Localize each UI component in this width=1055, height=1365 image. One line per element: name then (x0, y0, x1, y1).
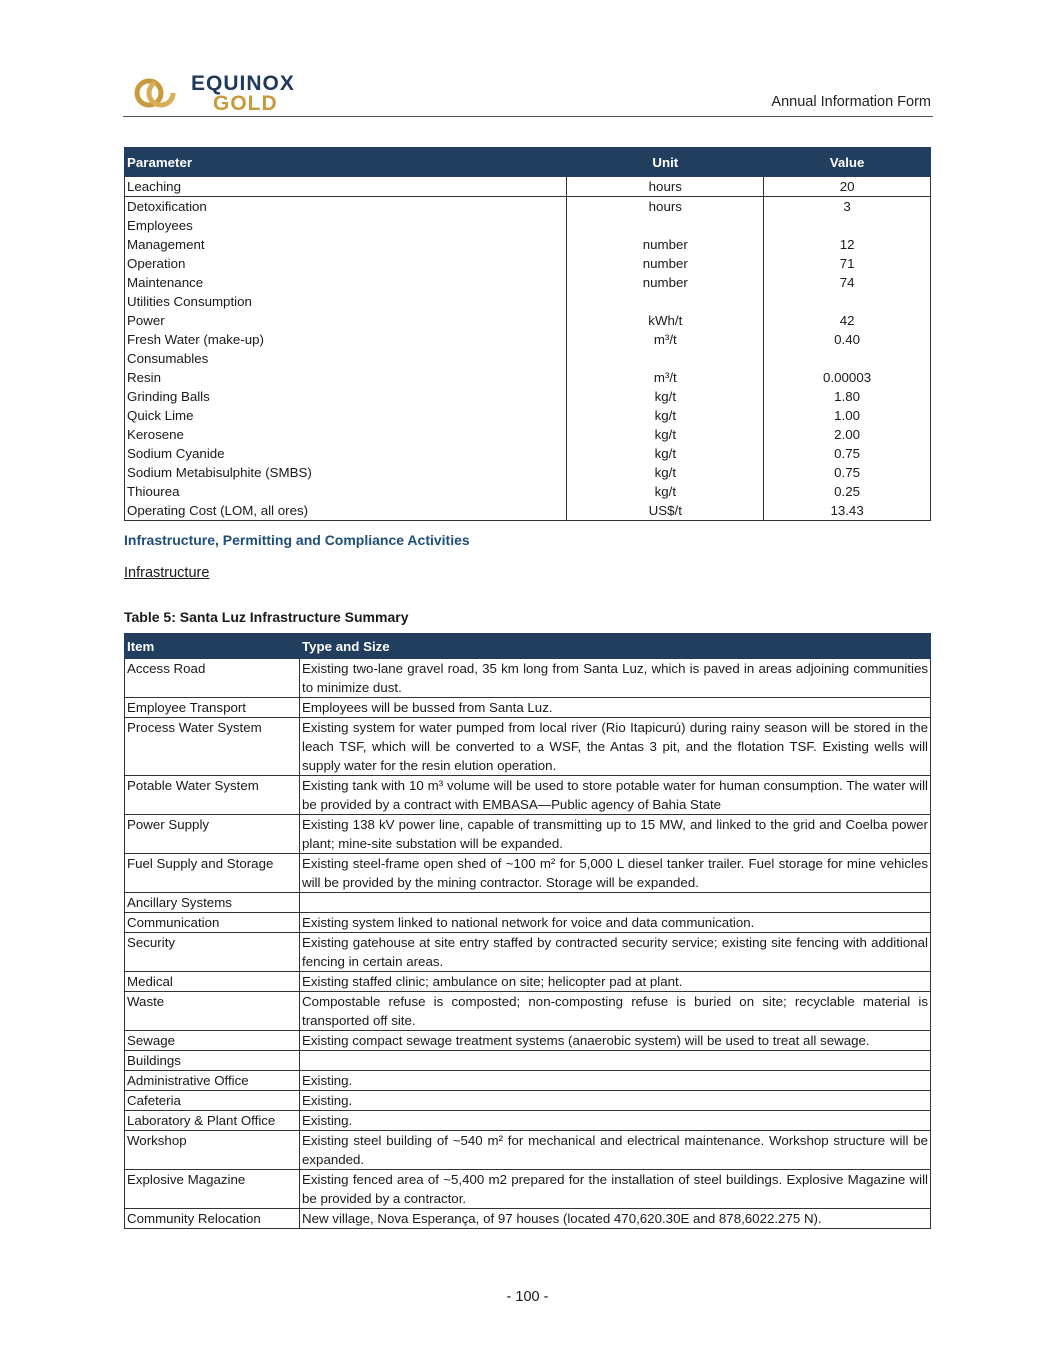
table-row (125, 1031, 931, 1051)
table-row (125, 254, 931, 273)
table-row (125, 501, 931, 521)
parameter-cell: Power (125, 311, 567, 330)
column-header-parameter: Parameter (125, 148, 567, 177)
logo-mark-icon (133, 73, 183, 113)
value-cell: 1.80 (764, 387, 931, 406)
value-cell: 74 (764, 273, 931, 292)
unit-cell: number (567, 235, 764, 254)
type-size-cell: Existing system for water pumped from local river (Rio Itapicurú) during rainy season will be stored in the leach TSF, which will be converted to a WSF, the Antas 3 pit, and the flotation TSF. Existing wells will supply water for the resin elution operation. (300, 718, 931, 776)
item-cell: Access Road (125, 659, 300, 698)
table-row (125, 177, 931, 197)
type-size-cell: Existing staffed clinic; ambulance on site; helicopter pad at plant. (300, 972, 931, 992)
value-cell: 0.75 (764, 463, 931, 482)
table-row (125, 992, 931, 1031)
parameter-cell: Leaching (125, 177, 567, 197)
value-cell: 12 (764, 235, 931, 254)
value-cell: 1.00 (764, 406, 931, 425)
unit-cell: hours (567, 177, 764, 197)
table-row (125, 216, 931, 235)
unit-cell: kg/t (567, 444, 764, 463)
item-cell: Sewage (125, 1031, 300, 1051)
item-cell: Power Supply (125, 815, 300, 854)
logo-text-gold: GOLD (213, 92, 278, 115)
value-cell: 20 (764, 177, 931, 197)
parameter-cell: Employees (125, 216, 567, 235)
value-cell: 2.00 (764, 425, 931, 444)
type-size-cell (300, 893, 931, 913)
item-cell: Workshop (125, 1131, 300, 1170)
table-row (125, 482, 931, 501)
item-cell: Communication (125, 913, 300, 933)
item-cell: Security (125, 933, 300, 972)
item-cell: Buildings (125, 1051, 300, 1071)
column-header-item: Item (125, 634, 300, 659)
table-row (125, 698, 931, 718)
table-row (125, 854, 931, 893)
item-cell: Process Water System (125, 718, 300, 776)
subsection-heading: Infrastructure (124, 565, 210, 581)
unit-cell: number (567, 254, 764, 273)
table-row (125, 463, 931, 482)
value-cell (764, 216, 931, 235)
value-cell: 13.43 (764, 501, 931, 521)
column-header-type-size: Type and Size (300, 634, 931, 659)
parameter-cell: Sodium Metabisulphite (SMBS) (125, 463, 567, 482)
parameter-cell: Utilities Consumption (125, 292, 567, 311)
value-cell: 42 (764, 311, 931, 330)
table-row (125, 718, 931, 776)
table-row (125, 330, 931, 349)
value-cell (764, 292, 931, 311)
table-row (125, 893, 931, 913)
type-size-cell: Existing. (300, 1071, 931, 1091)
table-row (125, 444, 931, 463)
parameter-cell: Operation (125, 254, 567, 273)
unit-cell: kg/t (567, 387, 764, 406)
unit-cell (567, 216, 764, 235)
type-size-cell: Existing. (300, 1091, 931, 1111)
table-row (125, 1111, 931, 1131)
table-header-row (125, 148, 931, 177)
unit-cell: m³/t (567, 368, 764, 387)
type-size-cell (300, 1051, 931, 1071)
table-row (125, 776, 931, 815)
table-row (125, 1131, 931, 1170)
item-cell: Community Relocation (125, 1209, 300, 1229)
parameter-cell: Quick Lime (125, 406, 567, 425)
section-heading: Infrastructure, Permitting and Compliance Activities (124, 532, 470, 548)
unit-cell: kg/t (567, 406, 764, 425)
unit-cell (567, 349, 764, 368)
unit-cell: hours (567, 197, 764, 217)
page-number: - 100 - (506, 1289, 549, 1305)
table-row (125, 1071, 931, 1091)
parameter-cell: Detoxification (125, 197, 567, 217)
unit-cell: kg/t (567, 463, 764, 482)
table-row (125, 1091, 931, 1111)
table-row (125, 1170, 931, 1209)
item-cell: Medical (125, 972, 300, 992)
value-cell: 0.40 (764, 330, 931, 349)
value-cell: 71 (764, 254, 931, 273)
item-cell: Waste (125, 992, 300, 1031)
item-cell: Employee Transport (125, 698, 300, 718)
parameter-cell: Maintenance (125, 273, 567, 292)
table-row (125, 406, 931, 425)
type-size-cell: Existing steel building of ~540 m² for mechanical and electrical maintenance. Workshop structure will be expanded. (300, 1131, 931, 1170)
type-size-cell: Existing two-lane gravel road, 35 km long from Santa Luz, which is paved in areas adjoining communities to minimize dust. (300, 659, 931, 698)
column-header-unit: Unit (567, 148, 764, 177)
column-header-value: Value (764, 148, 931, 177)
process-parameters-table (124, 147, 931, 521)
item-cell: Ancillary Systems (125, 893, 300, 913)
value-cell: 3 (764, 197, 931, 217)
unit-cell: kg/t (567, 425, 764, 444)
table-row (125, 292, 931, 311)
table-row (125, 1209, 931, 1229)
table-header-row (125, 634, 931, 659)
item-cell: Cafeteria (125, 1091, 300, 1111)
type-size-cell: Compostable refuse is composted; non-composting refuse is buried on site; recyclable material is transported off site. (300, 992, 931, 1031)
value-cell: 0.00003 (764, 368, 931, 387)
parameter-cell: Operating Cost (LOM, all ores) (125, 501, 567, 521)
type-size-cell: Existing tank with 10 m³ volume will be used to store potable water for human consumption. The water will be provided by a contract with EMBASA—Public agency of Bahia State (300, 776, 931, 815)
table-row (125, 311, 931, 330)
company-logo (133, 70, 303, 114)
type-size-cell: Existing gatehouse at site entry staffed by contracted security service; existing site fencing with additional fencing in certain areas. (300, 933, 931, 972)
parameter-cell: Resin (125, 368, 567, 387)
document-title: Annual Information Form (771, 94, 931, 110)
table-row (125, 349, 931, 368)
type-size-cell: Existing 138 kV power line, capable of transmitting up to 15 MW, and linked to the grid and Coelba power plant; mine-site substation will be expanded. (300, 815, 931, 854)
unit-cell: kWh/t (567, 311, 764, 330)
table-row (125, 425, 931, 444)
unit-cell: US$/t (567, 501, 764, 521)
value-cell: 0.25 (764, 482, 931, 501)
table-row (125, 1051, 931, 1071)
value-cell: 0.75 (764, 444, 931, 463)
item-cell: Administrative Office (125, 1071, 300, 1091)
table-row (125, 972, 931, 992)
parameter-cell: Kerosene (125, 425, 567, 444)
type-size-cell: Existing compact sewage treatment systems (anaerobic system) will be used to treat all sewage. (300, 1031, 931, 1051)
table-row (125, 659, 931, 698)
parameter-cell: Thiourea (125, 482, 567, 501)
infrastructure-summary-table (124, 633, 931, 1229)
type-size-cell: New village, Nova Esperança, of 97 houses (located 470,620.30E and 878,6022.275 N). (300, 1209, 931, 1229)
page-header (123, 70, 933, 117)
unit-cell: m³/t (567, 330, 764, 349)
type-size-cell: Existing steel-frame open shed of ~100 m² for 5,000 L diesel tanker trailer. Fuel storage for mine vehicles will be provided by the mining contractor. Storage will be expanded. (300, 854, 931, 893)
table-row (125, 387, 931, 406)
unit-cell: number (567, 273, 764, 292)
table-row (125, 933, 931, 972)
table-row (125, 368, 931, 387)
logo-text-equinox: EQUINOX (191, 72, 295, 95)
table-caption: Table 5: Santa Luz Infrastructure Summary (124, 609, 409, 625)
unit-cell (567, 292, 764, 311)
parameter-cell: Fresh Water (make-up) (125, 330, 567, 349)
parameter-cell: Grinding Balls (125, 387, 567, 406)
table-row (125, 815, 931, 854)
type-size-cell: Existing. (300, 1111, 931, 1131)
value-cell (764, 349, 931, 368)
table-row (125, 197, 931, 217)
table-row (125, 235, 931, 254)
table-row (125, 913, 931, 933)
type-size-cell: Existing fenced area of ~5,400 m2 prepared for the installation of steel buildings. Explosive Magazine will be provided by a contractor. (300, 1170, 931, 1209)
parameter-cell: Consumables (125, 349, 567, 368)
item-cell: Explosive Magazine (125, 1170, 300, 1209)
item-cell: Fuel Supply and Storage (125, 854, 300, 893)
item-cell: Laboratory & Plant Office (125, 1111, 300, 1131)
table-row (125, 273, 931, 292)
type-size-cell: Employees will be bussed from Santa Luz. (300, 698, 931, 718)
unit-cell: kg/t (567, 482, 764, 501)
type-size-cell: Existing system linked to national network for voice and data communication. (300, 913, 931, 933)
item-cell: Potable Water System (125, 776, 300, 815)
parameter-cell: Sodium Cyanide (125, 444, 567, 463)
parameter-cell: Management (125, 235, 567, 254)
